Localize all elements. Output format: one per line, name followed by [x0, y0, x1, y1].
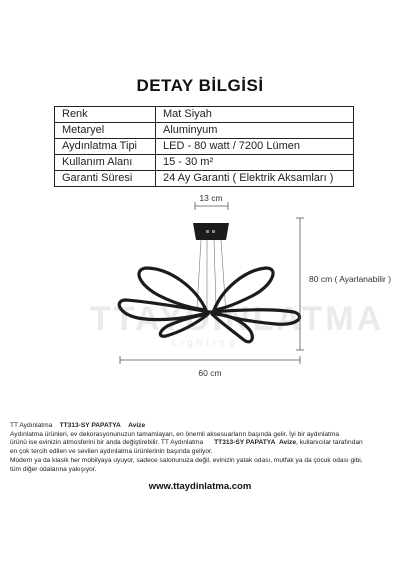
product-description: [10, 422, 392, 474]
spec-key: Metaryel: [55, 123, 156, 139]
spec-row: [55, 139, 354, 155]
page-title: DETAY BİLGİSİ: [136, 76, 264, 95]
description-line: en çok tercih edilen ve sevilen aydınlatma ürünlerinin başında geliyor.: [10, 448, 213, 456]
spec-key: Aydınlatma Tipi: [55, 139, 156, 155]
top-width-dimension: [195, 193, 228, 210]
spec-value: 24 Ay Garanti ( Elektrik Aksamları ): [156, 171, 354, 187]
spec-value: LED - 80 watt / 7200 Lümen: [156, 139, 354, 155]
width-dimension: [120, 356, 300, 378]
spec-key: Garanti Süresi: [55, 171, 156, 187]
spec-value: Aluminyum: [156, 123, 354, 139]
chandelier-drawing: [0, 190, 400, 380]
brand-watermark: TTAYDINLATMA: [90, 300, 385, 338]
spec-key: Renk: [55, 107, 156, 123]
spec-value: 15 - 30 m²: [156, 155, 354, 171]
description-line: tüm diğer odalarına yakışıyor.: [10, 465, 97, 473]
chandelier-petals: [119, 268, 299, 342]
spec-row: [55, 171, 354, 187]
product-type: Avize: [128, 422, 146, 429]
height-dimension: [296, 218, 391, 350]
spec-row: [55, 107, 354, 123]
website-link[interactable]: www.ttaydinlatma.com: [148, 481, 252, 492]
petal-upper-right: [214, 268, 273, 310]
width-label: 60 cm: [198, 368, 222, 378]
description-line: ürünü ise evinizin atmosferini bir anda değiştirebilir. TT Aydınlatma TT313-SY PAPATYA Avize, kullanıcılar tarafından: [10, 439, 363, 447]
height-label: 80 cm ( Ayarlanabilir ): [309, 274, 392, 284]
brand-watermark-sub: Lighting: [171, 338, 239, 349]
spec-key: Kullanım Alanı: [55, 155, 156, 171]
description-header: [10, 422, 392, 431]
brand-name: TT Aydınlatma: [10, 422, 53, 429]
spec-row: [55, 155, 354, 171]
product-code: TT313-SY PAPATYA: [59, 422, 121, 429]
ceiling-canopy: [193, 223, 229, 240]
description-line: Modern ya da klasik her mobilyaya uyuyor, sadece salonunuza değil, evinizin yatak odası, mutfak ya da çocuk odası gibi,: [10, 456, 363, 464]
spec-table: [54, 106, 354, 187]
petal-front: [212, 314, 252, 342]
spec-row: [55, 123, 354, 139]
spec-value: Mat Siyah: [156, 107, 354, 123]
top-width-label: 13 cm: [199, 193, 223, 203]
suspension-wires: [197, 240, 226, 318]
description-line: Aydınlatma ürünleri, ev dekorasyonunuzun tamamlayan, en önemli aksesuarların başında gelir. İyi bir aydınlatma: [10, 430, 340, 438]
